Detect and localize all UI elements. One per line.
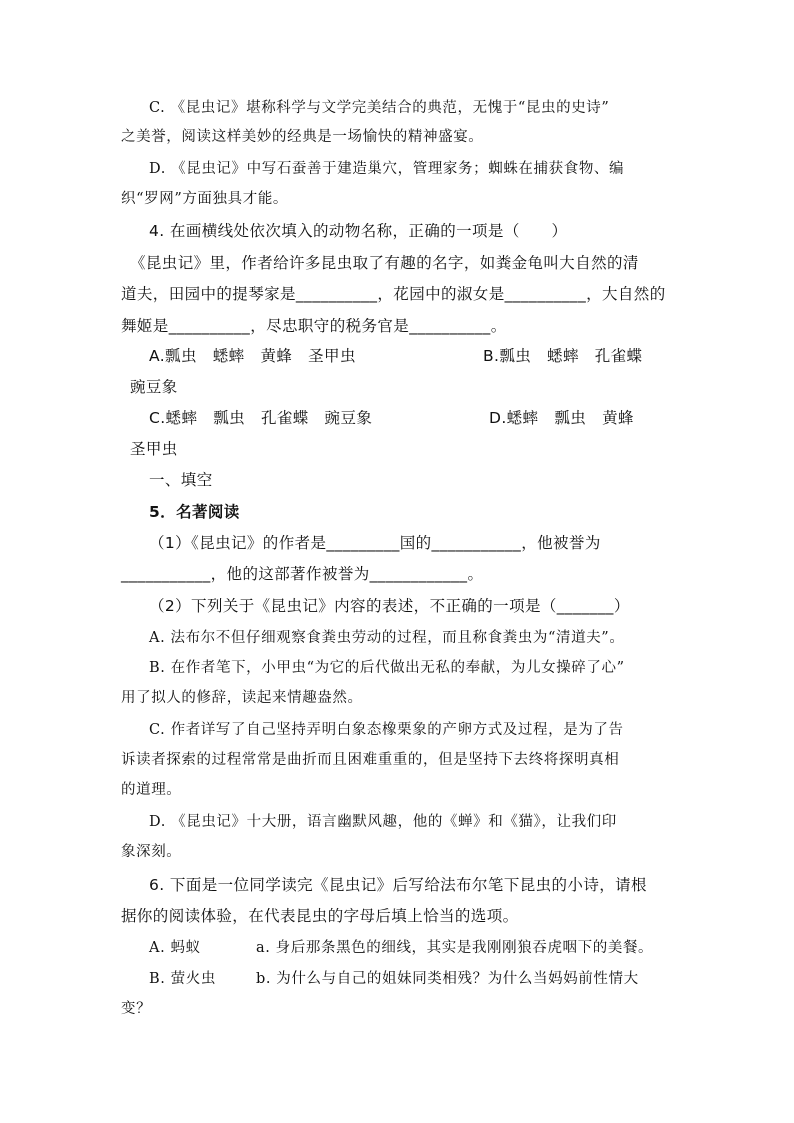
q6-item-a-label: A. 蚂蚁	[149, 940, 201, 956]
q5-title: 5．名著阅读	[149, 503, 240, 521]
q4-stem: 4. 在画横线处依次填入的动物名称，正确的一项是（ ）	[149, 222, 568, 240]
q5-sub1-line2: ___________，他的这部著作被誉为____________。	[121, 565, 484, 583]
q5-option-a-line1: A. 法布尔不但仔细观察食粪虫劳动的过程，而且称食粪虫为“清道夫”。	[149, 630, 625, 646]
q4-option-c: C.蟋蟀 瓢虫 孔雀蝶 豌豆象	[149, 409, 373, 427]
q5-option-c-line3: 的道理。	[121, 782, 182, 798]
q4-option-b-continued: 豌豆象	[130, 378, 178, 396]
q4-passage-line2: 道夫，田园中的提琴家是__________，花园中的淑女是__________，大自然的	[121, 285, 666, 303]
q4-option-d-continued: 圣甲虫	[130, 440, 178, 458]
q6-item-b-text-continued: 变？	[121, 1001, 152, 1017]
q5-option-c-line2: 诉读者探索的过程常常是曲折而且困难重重的，但是坚持下去终将探明真相	[121, 752, 620, 768]
q3-option-c-line2: 之美誉，阅读这样美妙的经典是一场愉快的精神盛宴。	[121, 129, 484, 145]
q5-option-c-line1: C. 作者详写了自己坚持弄明白象态橡栗象的产卵方式及过程，是为了告	[149, 722, 624, 738]
q6-item-a-text: a. 身后那条黑色的细线，其实是我刚刚狼吞虎咽下的美餐。	[256, 940, 654, 956]
q5-option-b-line2: 用了拟人的修辞，读起来情趣盎然。	[121, 690, 363, 706]
q5-option-b-line1: B. 在作者笔下，小甲虫“为它的后代做出无私的奉献，为儿女操碎了心”	[149, 660, 625, 676]
q5-option-d-line2: 象深刻。	[121, 844, 182, 860]
q4-passage-line1: 《昆虫记》里，作者给许多昆虫取了有趣的名字，如粪金龟叫大自然的清	[130, 254, 639, 272]
q4-passage-line3: 舞姬是__________，尽忠职守的税务官是__________。	[121, 317, 507, 335]
q5-sub2-stem: （2）下列关于《昆虫记》内容的表述，不正确的一项是（_______）	[149, 597, 630, 615]
q4-option-d: D.蟋蟀 瓢虫 黄蜂	[489, 409, 634, 427]
q3-option-d-line2: 织“罗网”方面独具才能。	[121, 191, 289, 207]
q5-option-d-line1: D. 《昆虫记》十大册，语言幽默风趣，他的《蝉》和《猫》，让我们印	[149, 814, 617, 830]
q4-option-b: B.瓢虫 蟋蟀 孔雀蝶	[483, 347, 643, 365]
q6-stem-line2: 据你的阅读体验，在代表昆虫的字母后填上恰当的选项。	[121, 907, 519, 925]
q3-option-d-line1: D. 《昆虫记》中写石蚕善于建造巢穴，管理家务；蜘蛛在捕获食物、编	[149, 161, 625, 177]
q6-item-b-label: B. 萤火虫	[149, 971, 216, 987]
section-heading: 一、填空	[149, 471, 213, 489]
q3-option-c-line1: C. 《昆虫记》堪称科学与文学完美结合的典范，无愧于“昆虫的史诗”	[149, 100, 610, 116]
q5-sub1-line1: （1）《昆虫记》的作者是_________国的___________，他被誉为	[149, 534, 601, 552]
q4-option-a: A.瓢虫 蟋蟀 黄蜂 圣甲虫	[149, 347, 356, 365]
q6-item-b-text: b. 为什么与自己的姐妹同类相残？为什么当妈妈前性情大	[256, 971, 639, 987]
q6-stem-line1: 6. 下面是一位同学读完《昆虫记》后写给法布尔笔下昆虫的小诗，请根	[149, 876, 647, 894]
